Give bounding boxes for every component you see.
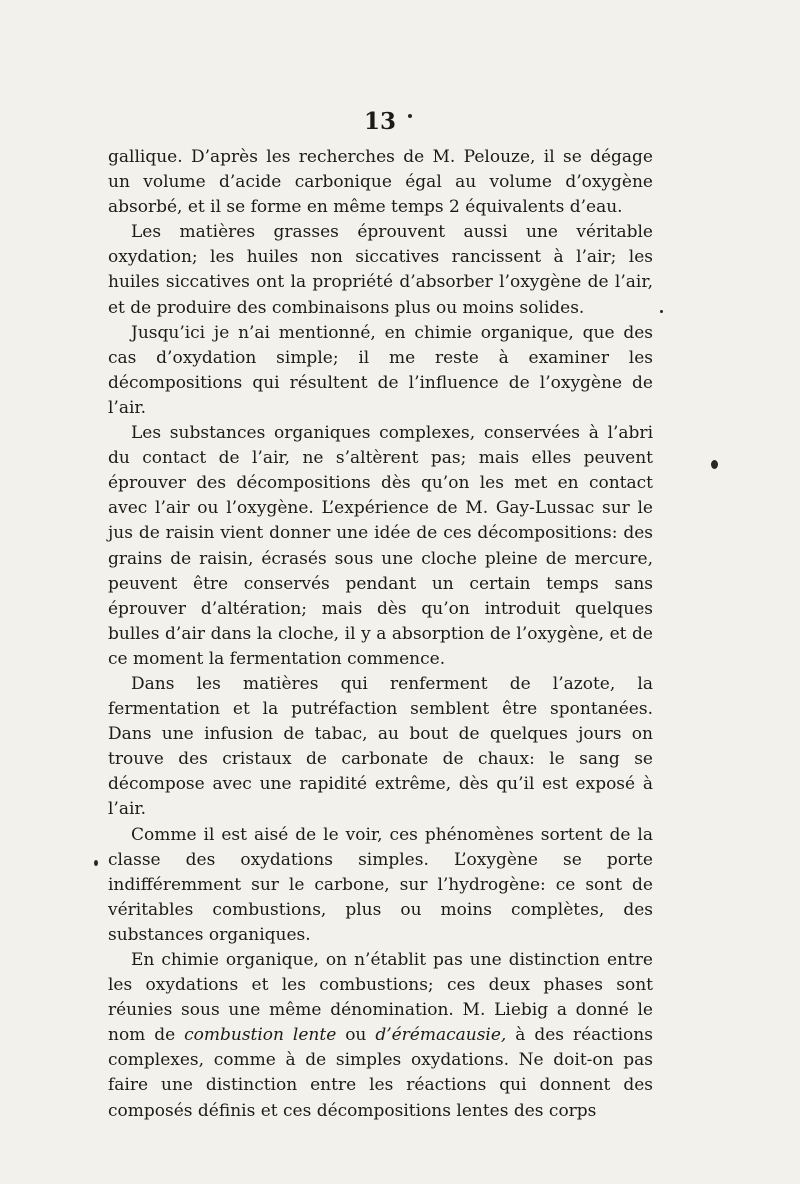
term-eremacausie: d’érémacausie, [375,1025,507,1046]
paragraph-7 [108,948,653,1124]
page-number: 13 [363,108,396,135]
paragraph-6: Comme il est aisé de le voir, ces phénomènes sortent de la classe des oxydations simples. L’oxygène se porte indifféremment sur le carbone, sur l’hydrogène: ce sont de véritables combustions, plus ou moins complètes, des substances organiques. [108,824,653,945]
paragraph-7-text-a: En chimie organique, on n’établit pas une distinction entre les oxydations et les combustions; ces deux phases sont réunies sous une même dénomination. M. Liebig a donné le nom de [108,950,653,1046]
ink-speck [660,310,663,313]
paragraph-5: Dans les matières qui renferment de l’azote, la fermentation et la putréfaction semblent être spontanées. Dans une infusion de tabac, au bout de quelques jours on trouve des cristaux de carbonate de chaux: le sang se décompose avec une rapidité extrême, dès qu’il est exposé à l’air. [108,673,653,820]
paragraph-7-text-c: à des réactions complexes, comme à de simples oxydations. Ne doit-on pas faire une distinction entre les réactions qui donnent des composés définis et ces décompositions lentes des corps [108,1025,653,1121]
paragraph-2: Les matières grasses éprouvent aussi une véritable oxydation; les huiles non siccatives rancissent à l’air; les huiles siccatives ont la propriété d’absorber l’oxygène de l’air, et de produire des combinaisons plus ou moins solides. [108,222,653,318]
paragraph-4: Les substances organiques complexes, conservées à l’abri du contact de l’air, ne s’altèrent pas; mais elles peuvent éprouver des décompositions dès qu’on les met en contact avec l’air ou l’oxygène. L’expérience de M. Gay-Lussac sur le jus de raisin vient donner une idée de ces décompositions: des grains de raisin, écrasés sous une cloche pleine de mercure, peuvent être conservés pendant un certain temps sans éprouver d’altération; mais dès qu’on introduit quelques bulles d’air dans la cloche, il y a absorption de l’oxygène, et de ce moment la fermentation commence. [108,423,653,669]
paragraph-1: gallique. D’après les recherches de M. Pelouze, il se dégage un volume d’acide carbonique égal au volume d’oxygène absorbé, et il se forme en même temps 2 équivalents d’eau. [108,147,653,218]
term-combustion-lente: combustion lente [184,1025,337,1046]
body-text [108,145,653,1124]
ink-speck [711,460,718,469]
paragraph-3: Jusqu’ici je n’ai mentionné, en chimie organique, que des cas d’oxydation simple; il me reste à examiner les décompositions qui résultent de l’influence de l’oxygène de l’air. [108,322,653,418]
paragraph-7-text-b: ou [336,1025,376,1046]
ink-speck [94,860,98,866]
